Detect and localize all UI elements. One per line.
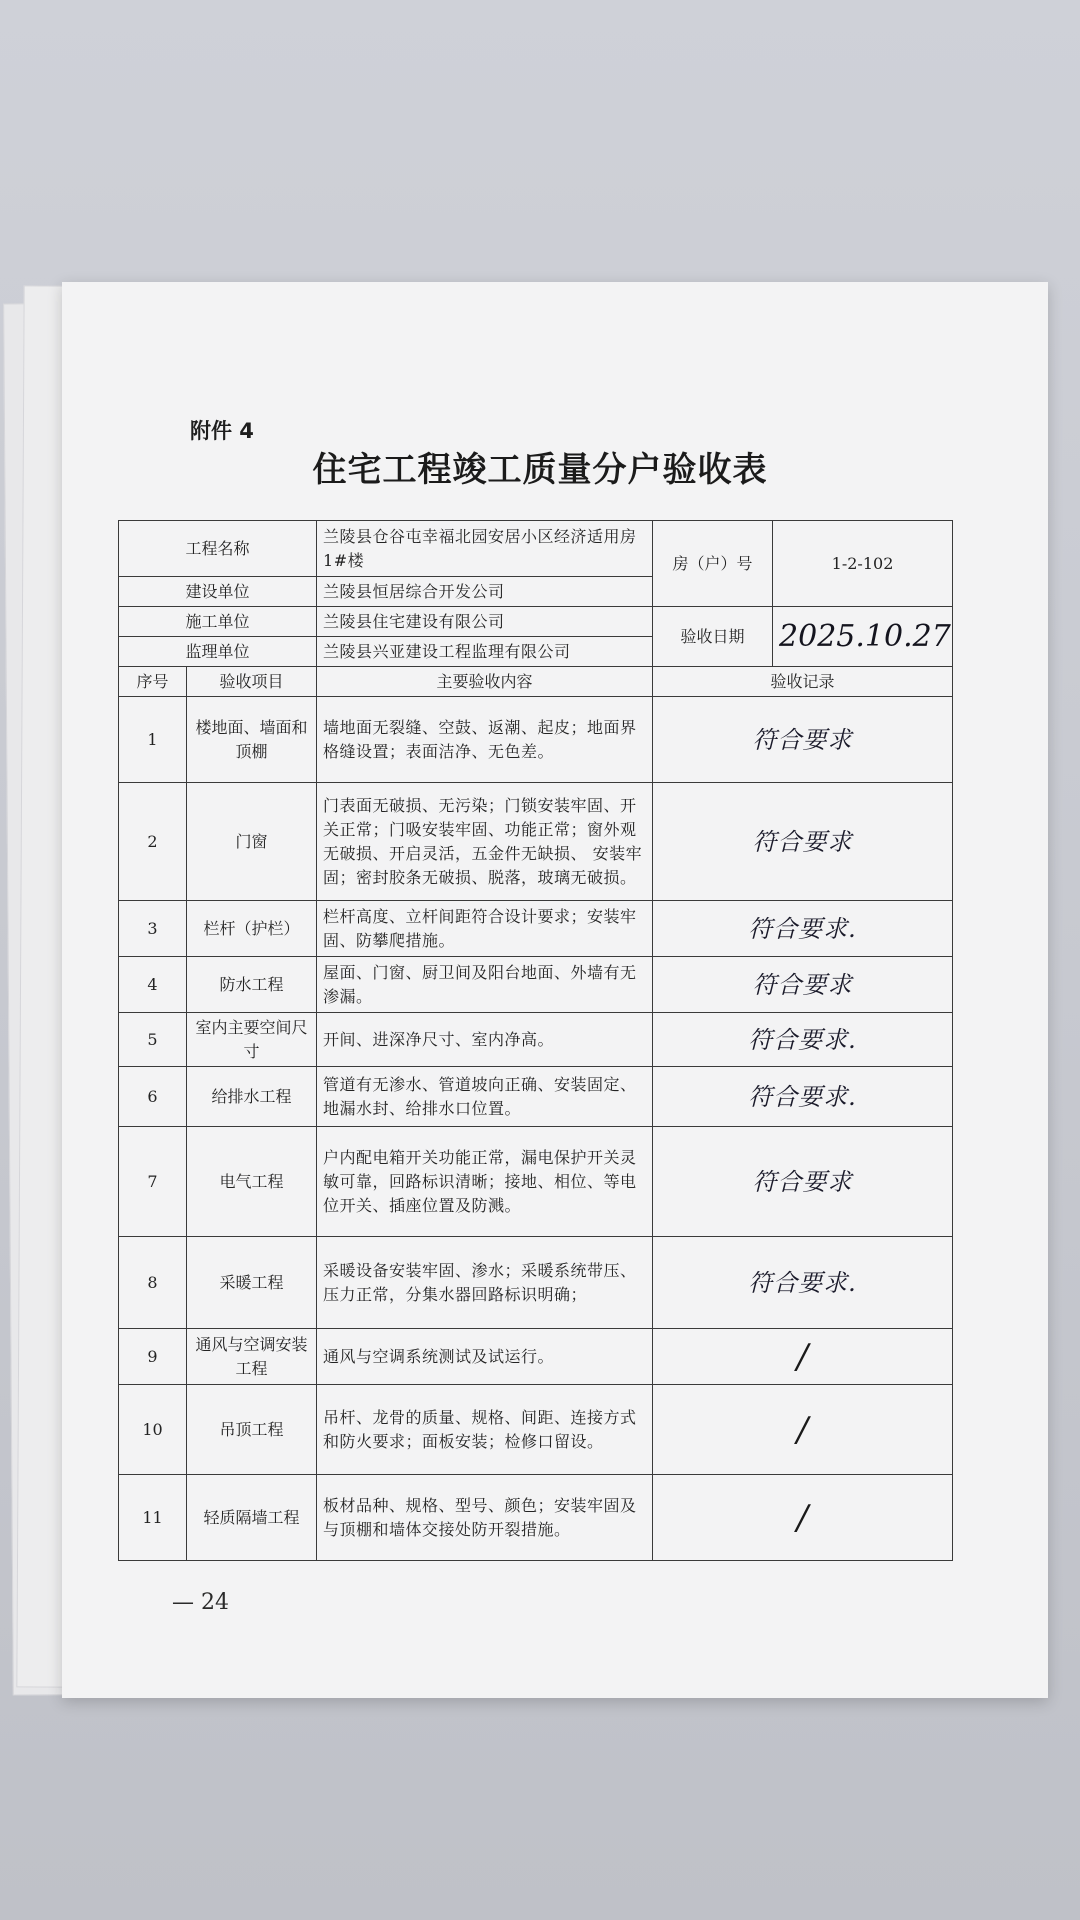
row-item: 通风与空调安装工程	[187, 1329, 317, 1385]
row-item: 轻质隔墙工程	[187, 1475, 317, 1561]
column-header-row	[119, 667, 953, 697]
builder-label: 建设单位	[119, 577, 317, 607]
row-number: 10	[119, 1385, 187, 1475]
attachment-label: 附件 4	[190, 419, 254, 443]
row-number: 6	[119, 1067, 187, 1127]
row-number: 5	[119, 1013, 187, 1067]
row-record-handwritten: /	[653, 1385, 953, 1475]
row-item: 栏杆（护栏）	[187, 901, 317, 957]
row-content: 板材品种、规格、型号、颜色；安装牢固及与顶棚和墙体交接处防开裂措施。	[317, 1475, 653, 1561]
supervisor-value: 兰陵县兴亚建设工程监理有限公司	[317, 637, 653, 667]
table-row	[119, 1067, 953, 1127]
row-content: 通风与空调系统测试及试运行。	[317, 1329, 653, 1385]
row-record-handwritten: 符合要求	[653, 1127, 953, 1237]
row-item: 吊顶工程	[187, 1385, 317, 1475]
table-row	[119, 1385, 953, 1475]
construction-value: 兰陵县住宅建设有限公司	[317, 607, 653, 637]
table-row	[119, 1237, 953, 1329]
table-row	[119, 1329, 953, 1385]
row-record-handwritten: /	[653, 1329, 953, 1385]
row-number: 11	[119, 1475, 187, 1561]
header-row-construction	[119, 607, 953, 637]
acceptance-form-table	[118, 520, 953, 1561]
project-name-label: 工程名称	[119, 521, 317, 577]
table-row	[119, 957, 953, 1013]
row-content: 采暖设备安装牢固、渗水；采暖系统带压、压力正常，分集水器回路标识明确；	[317, 1237, 653, 1329]
date-value-handwritten: 2025.10.27	[773, 607, 953, 667]
column-header-content: 主要验收内容	[317, 667, 653, 697]
row-item: 室内主要空间尺寸	[187, 1013, 317, 1067]
row-record-handwritten: 符合要求.	[653, 1013, 953, 1067]
table-row	[119, 697, 953, 783]
column-header-item: 验收项目	[187, 667, 317, 697]
builder-value: 兰陵县恒居综合开发公司	[317, 577, 653, 607]
row-record-handwritten: 符合要求	[653, 957, 953, 1013]
table-row	[119, 901, 953, 957]
row-item: 给排水工程	[187, 1067, 317, 1127]
row-record-handwritten: 符合要求.	[653, 901, 953, 957]
row-item: 楼地面、墙面和顶棚	[187, 697, 317, 783]
column-header-no: 序号	[119, 667, 187, 697]
row-content: 屋面、门窗、厨卫间及阳台地面、外墙有无渗漏。	[317, 957, 653, 1013]
row-content: 吊杆、龙骨的质量、规格、间距、连接方式和防火要求；面板安装；检修口留设。	[317, 1385, 653, 1475]
row-content: 门表面无破损、无污染；门锁安装牢固、开关正常；门吸安装牢固、功能正常；窗外观无破损、开启灵活，五金件无缺损、 安装牢固；密封胶条无破损、脱落，玻璃无破损。	[317, 783, 653, 901]
row-record-handwritten: 符合要求.	[653, 1067, 953, 1127]
row-number: 9	[119, 1329, 187, 1385]
table-row	[119, 1013, 953, 1067]
row-record-handwritten: /	[653, 1475, 953, 1561]
project-name-value: 兰陵县仓谷屯幸福北园安居小区经济适用房1#楼	[317, 521, 653, 577]
row-record-handwritten: 符合要求	[653, 783, 953, 901]
row-item: 采暖工程	[187, 1237, 317, 1329]
construction-label: 施工单位	[119, 607, 317, 637]
row-item: 门窗	[187, 783, 317, 901]
row-number: 1	[119, 697, 187, 783]
row-record-handwritten: 符合要求.	[653, 1237, 953, 1329]
row-number: 4	[119, 957, 187, 1013]
document-title: 住宅工程竣工质量分户验收表	[312, 450, 768, 490]
table-row	[119, 1127, 953, 1237]
column-header-record: 验收记录	[653, 667, 953, 697]
row-number: 2	[119, 783, 187, 901]
row-content: 栏杆高度、立杆间距符合设计要求；安装牢固、防攀爬措施。	[317, 901, 653, 957]
row-item: 电气工程	[187, 1127, 317, 1237]
room-value: 1-2-102	[773, 521, 953, 607]
row-content: 户内配电箱开关功能正常，漏电保护开关灵敏可靠，回路标识清晰；接地、相位、等电位开关、插座位置及防溅。	[317, 1127, 653, 1237]
row-record-handwritten: 符合要求	[653, 697, 953, 783]
row-number: 8	[119, 1237, 187, 1329]
row-content: 管道有无渗水、管道坡向正确、安装固定、地漏水封、给排水口位置。	[317, 1067, 653, 1127]
page-number: — 24	[172, 1590, 229, 1615]
row-number: 3	[119, 901, 187, 957]
table-row	[119, 1475, 953, 1561]
row-content: 墙地面无裂缝、空鼓、返潮、起皮；地面界格缝设置；表面洁净、无色差。	[317, 697, 653, 783]
supervisor-label: 监理单位	[119, 637, 317, 667]
room-label: 房（户）号	[653, 521, 773, 607]
table-row	[119, 783, 953, 901]
header-row-project	[119, 521, 953, 577]
date-label: 验收日期	[653, 607, 773, 667]
row-number: 7	[119, 1127, 187, 1237]
row-content: 开间、进深净尺寸、室内净高。	[317, 1013, 653, 1067]
row-item: 防水工程	[187, 957, 317, 1013]
